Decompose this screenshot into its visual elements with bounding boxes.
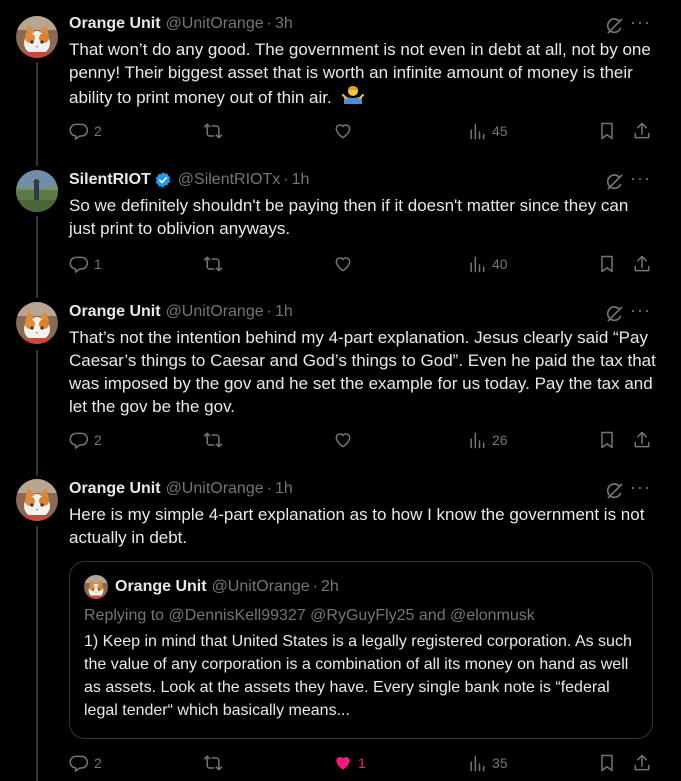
separator: · xyxy=(266,303,272,320)
share-icon xyxy=(632,753,652,773)
repost-icon xyxy=(203,753,223,773)
views-button[interactable] xyxy=(467,253,508,275)
share-button[interactable] xyxy=(632,752,652,774)
reply-count: 1 xyxy=(94,256,102,272)
action-bar xyxy=(69,253,659,275)
reply-count: 2 xyxy=(94,432,102,448)
timestamp[interactable]: 1h xyxy=(291,171,310,188)
mention-link[interactable]: @DennisKell99327 xyxy=(168,607,306,624)
views-icon xyxy=(467,121,487,141)
reply-count: 2 xyxy=(94,755,102,771)
views-button[interactable] xyxy=(467,429,508,451)
bookmark-icon xyxy=(597,753,617,773)
separator: · xyxy=(266,480,272,497)
tweet-text: That’s not the intention behind my 4-part explanation. Jesus clearly said “Pay Caesar’s things to Caesar and God’s things to God”. Even he paid the tax that was imposed by the gov and he set the example for us today. Pay the tax and let the gov be the gov. xyxy=(69,328,656,416)
separator: · xyxy=(283,171,289,188)
reply-icon xyxy=(69,254,89,274)
more-options-icon[interactable]: ··· xyxy=(630,168,651,188)
repost-button[interactable] xyxy=(203,120,228,142)
more-options-icon[interactable]: ··· xyxy=(630,477,651,497)
views-icon xyxy=(467,753,487,773)
username[interactable]: @UnitOrange xyxy=(165,303,264,320)
tweet-header xyxy=(69,479,681,499)
avatar[interactable] xyxy=(16,170,58,212)
reply-button[interactable] xyxy=(69,429,102,451)
view-count: 35 xyxy=(492,755,508,771)
view-count: 45 xyxy=(492,123,508,139)
reply-count: 2 xyxy=(94,123,102,139)
like-button[interactable] xyxy=(333,752,366,774)
like-button[interactable] xyxy=(333,120,358,142)
views-button[interactable] xyxy=(467,752,508,774)
reply-icon xyxy=(69,753,89,773)
avatar[interactable] xyxy=(16,16,58,58)
quoted-tweet[interactable] xyxy=(69,561,653,739)
share-button[interactable] xyxy=(632,429,652,451)
action-bar xyxy=(69,429,659,451)
thread-line xyxy=(36,526,38,781)
bookmark-button[interactable] xyxy=(597,752,617,774)
display-name[interactable]: SilentRIOT xyxy=(69,171,151,188)
timestamp: 2h xyxy=(320,578,339,595)
bookmark-button[interactable] xyxy=(597,120,617,142)
username[interactable]: @UnitOrange xyxy=(165,15,264,32)
timestamp[interactable]: 1h xyxy=(274,303,293,320)
share-icon xyxy=(632,254,652,274)
repost-button[interactable] xyxy=(203,429,228,451)
timestamp[interactable]: 1h xyxy=(274,480,293,497)
view-count: 40 xyxy=(492,256,508,272)
reply-button[interactable] xyxy=(69,120,102,142)
tweet-text: So we definitely shouldn't be paying then if it doesn't matter since they can just print to oblivion anyways. xyxy=(69,196,629,238)
separator: · xyxy=(266,15,272,32)
timestamp[interactable]: 3h xyxy=(274,15,293,32)
quoted-tweet-header xyxy=(84,576,339,598)
views-button[interactable] xyxy=(467,120,508,142)
like-button[interactable] xyxy=(333,429,358,451)
repost-icon xyxy=(203,430,223,450)
tweet-header xyxy=(69,170,681,190)
share-button[interactable] xyxy=(632,120,652,142)
bookmark-icon xyxy=(597,430,617,450)
more-options-icon[interactable]: ··· xyxy=(630,12,651,32)
thread-line xyxy=(36,350,38,476)
reply-icon xyxy=(69,430,89,450)
display-name[interactable]: Orange Unit xyxy=(69,480,161,497)
views-icon xyxy=(467,430,487,450)
tweet-header xyxy=(69,14,681,34)
reply-button[interactable] xyxy=(69,253,102,275)
avatar[interactable] xyxy=(16,302,58,344)
avatar xyxy=(84,575,108,599)
username[interactable]: @UnitOrange xyxy=(165,480,264,497)
tweet-text: Here is my simple 4-part explanation as to how I know the government is not actually in debt. xyxy=(69,505,645,547)
heart-filled-icon xyxy=(333,753,353,773)
share-icon xyxy=(632,121,652,141)
bookmark-button[interactable] xyxy=(597,253,617,275)
action-bar xyxy=(69,120,659,142)
reply-button[interactable] xyxy=(69,752,102,774)
bookmark-button[interactable] xyxy=(597,429,617,451)
username[interactable]: @SilentRIOTx xyxy=(177,171,281,188)
share-icon xyxy=(632,430,652,450)
display-name: Orange Unit xyxy=(115,578,207,595)
repost-icon xyxy=(203,254,223,274)
verified-badge-icon[interactable] xyxy=(154,171,172,189)
separator: · xyxy=(312,578,318,595)
display-name[interactable]: Orange Unit xyxy=(69,303,161,320)
quoted-tweet-text: 1) Keep in mind that United States is a legally registered corporation. As such the value of any corporation is a combination of all its money on hand as well as assets. Look at the assets they have. Every single bank note is “federal legal tender“ which basically means... xyxy=(84,633,632,719)
thread-line xyxy=(36,62,38,166)
heart-icon xyxy=(333,430,353,450)
repost-icon xyxy=(203,121,223,141)
avatar[interactable] xyxy=(16,479,58,521)
reply-icon xyxy=(69,121,89,141)
person-shrugging-icon xyxy=(342,84,364,112)
mention-link[interactable]: @RyGuyFly25 xyxy=(310,607,415,624)
repost-button[interactable] xyxy=(203,752,228,774)
like-button[interactable] xyxy=(333,253,358,275)
views-icon xyxy=(467,254,487,274)
username: @UnitOrange xyxy=(211,578,310,595)
tweet-text: That won’t do any good. The government is not even in debt at all, not by one penny! Their biggest asset that is worth an infinite amount of money is their ability to print money out of thin air. xyxy=(69,38,659,112)
view-count: 26 xyxy=(492,432,508,448)
grok-icon[interactable] xyxy=(605,172,625,192)
heart-icon xyxy=(333,121,353,141)
bookmark-icon xyxy=(597,254,617,274)
display-name[interactable]: Orange Unit xyxy=(69,15,161,32)
mention-link[interactable]: @elonmusk xyxy=(450,607,535,624)
like-count: 1 xyxy=(358,755,366,771)
grok-icon[interactable] xyxy=(605,16,625,36)
tweet-header xyxy=(69,302,681,322)
action-bar xyxy=(69,752,659,774)
grok-icon[interactable] xyxy=(605,481,625,501)
replying-to: Replying to @DennisKell99327 @RyGuyFly25 and @elonmusk xyxy=(84,607,535,624)
repost-button[interactable] xyxy=(203,253,228,275)
heart-icon xyxy=(333,254,353,274)
thread-line xyxy=(36,216,38,298)
grok-icon[interactable] xyxy=(605,304,625,324)
more-options-icon[interactable]: ··· xyxy=(630,300,651,320)
bookmark-icon xyxy=(597,121,617,141)
share-button[interactable] xyxy=(632,253,652,275)
